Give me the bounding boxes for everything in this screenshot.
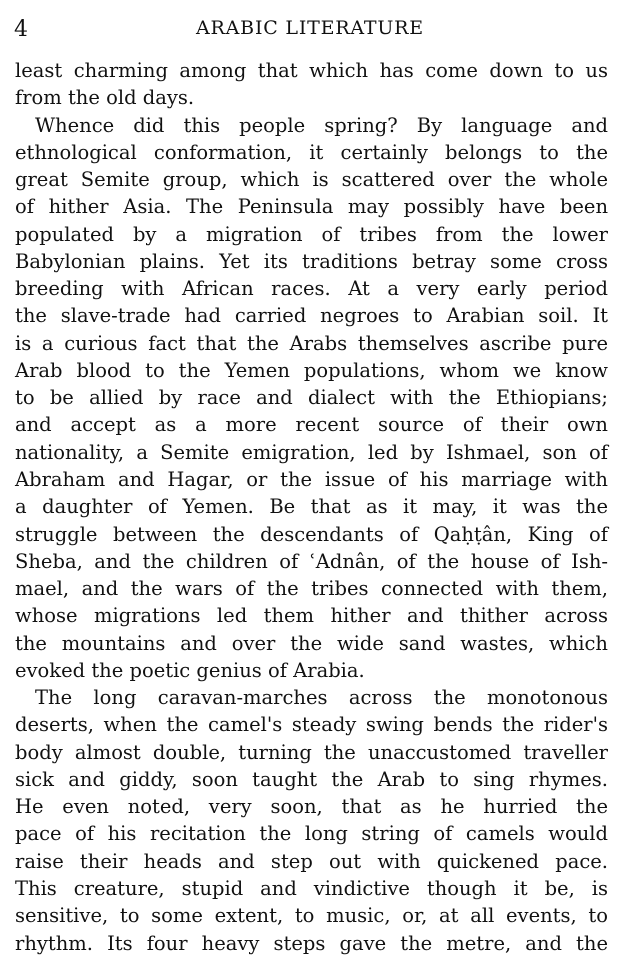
text-line: nationality, a Semite emigration, led by Ishmael, son of — [15, 440, 608, 464]
text-line: the mountains and over the wide sand wastes, which — [15, 631, 608, 655]
body-text — [15, 57, 608, 957]
text-line: rhythm. Its four heavy steps gave the metre, and the — [15, 931, 608, 955]
text-line: pace of his recitation the long string of camels would — [15, 822, 608, 846]
text-line: The long caravan-marches across the monotonous — [35, 686, 608, 710]
page-header — [0, 8, 620, 48]
text-line: breeding with African races. At a very early period — [15, 277, 608, 301]
text-line: He even noted, very soon, that as he hurried the — [15, 795, 608, 819]
text-line: mael, and the wars of the tribes connected with them, — [15, 577, 608, 601]
text-line: Whence did this people spring? By language and — [35, 113, 608, 137]
text-line: Abraham and Hagar, or the issue of his marriage with — [15, 467, 608, 491]
text-line: struggle between the descendants of Qaḥṭân, King of — [15, 522, 608, 546]
text-line: from the old days. — [15, 86, 195, 110]
text-line: the slave-trade had carried negroes to Arabian soil. It — [15, 304, 608, 328]
text-line: Babylonian plains. Yet its traditions betray some cross — [15, 249, 608, 273]
text-line: ethnological conformation, it certainly belongs to the — [15, 140, 608, 164]
text-line: deserts, when the camel's steady swing bends the rider's — [15, 713, 608, 737]
text-line: Arab blood to the Yemen populations, whom we know — [15, 358, 608, 382]
text-line: and accept as a more recent source of their own — [15, 413, 608, 437]
running-title: ARABIC LITERATURE — [196, 17, 424, 39]
text-line: great Semite group, which is scattered over the whole — [15, 168, 608, 192]
text-line: This creature, stupid and vindictive though it be, is — [15, 876, 608, 900]
text-line: whose migrations led them hither and thither across — [15, 604, 608, 628]
text-line: body almost double, turning the unaccustomed traveller — [15, 740, 608, 764]
text-line: evoked the poetic genius of Arabia. — [15, 658, 365, 682]
text-line: raise their heads and step out with quickened pace. — [15, 849, 608, 873]
text-line: sensitive, to some extent, to music, or, at all events, to — [15, 904, 608, 928]
text-line: a daughter of Yemen. Be that as it may, it was the — [15, 495, 608, 519]
text-line: of hither Asia. The Peninsula may possibly have been — [15, 195, 608, 219]
text-line: Sheba, and the children of ʿAdnân, of the house of Ish- — [15, 549, 608, 573]
text-line: is a curious fact that the Arabs themselves ascribe pure — [15, 331, 608, 355]
page-number: 4 — [14, 17, 28, 42]
text-line: least charming among that which has come down to us — [15, 59, 608, 82]
text-line: populated by a migration of tribes from the lower — [15, 222, 608, 246]
text-line: to be allied by race and dialect with the Ethiopians; — [15, 386, 608, 410]
text-line: sick and giddy, soon taught the Arab to sing rhymes. — [15, 767, 608, 791]
